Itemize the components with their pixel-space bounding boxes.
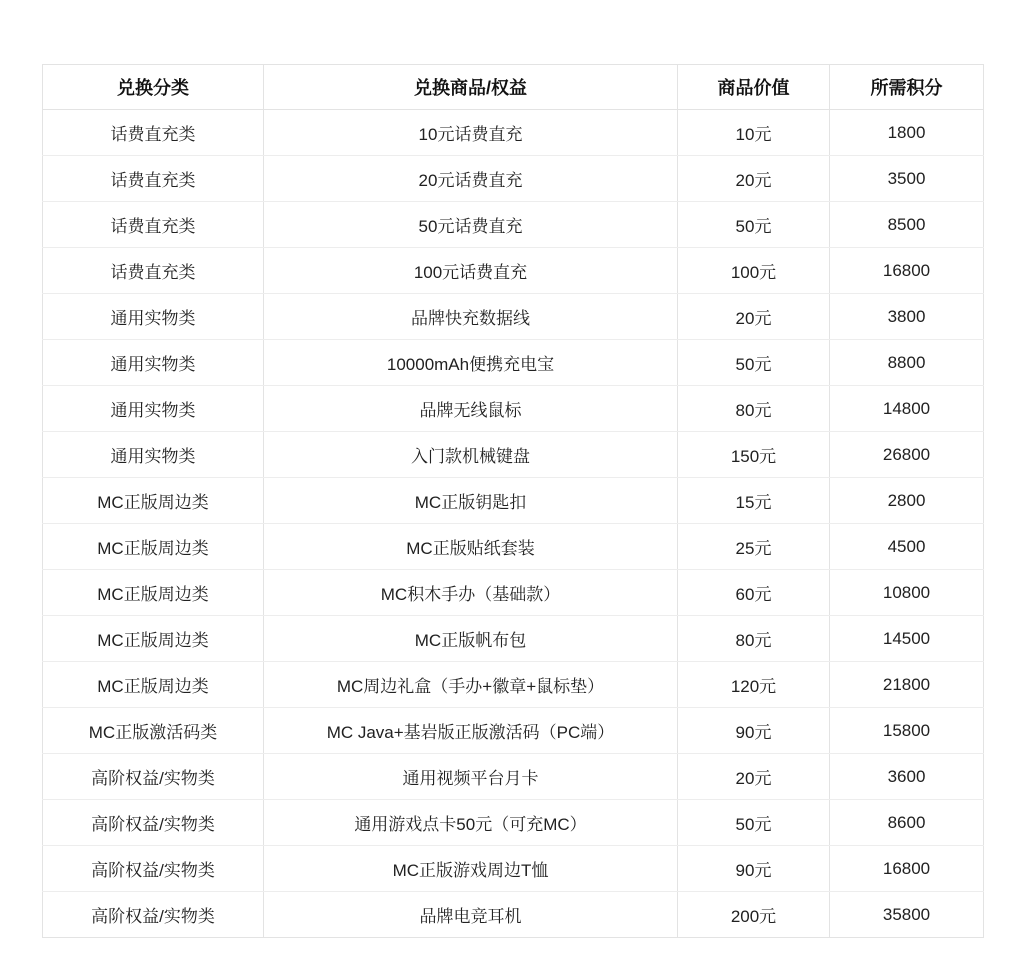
cell-product: MC正版贴纸套装: [264, 524, 678, 570]
cell-value: 20元: [678, 156, 830, 202]
table-row: [43, 892, 984, 938]
cell-category: MC正版周边类: [43, 524, 264, 570]
table-row: [43, 202, 984, 248]
table-row: [43, 754, 984, 800]
cell-category: 高阶权益/实物类: [43, 754, 264, 800]
cell-value: 20元: [678, 754, 830, 800]
cell-category: 高阶权益/实物类: [43, 800, 264, 846]
cell-category: 通用实物类: [43, 432, 264, 478]
table-row: [43, 432, 984, 478]
cell-product: MC积木手办（基础款）: [264, 570, 678, 616]
table-body: [43, 110, 984, 938]
cell-points: 2800: [830, 478, 984, 524]
cell-product: 10000mAh便携充电宝: [264, 340, 678, 386]
cell-value: 50元: [678, 800, 830, 846]
table-header-row: [43, 65, 984, 110]
cell-product: 品牌快充数据线: [264, 294, 678, 340]
table-row: [43, 708, 984, 754]
cell-category: 通用实物类: [43, 340, 264, 386]
cell-points: 8800: [830, 340, 984, 386]
table-row: [43, 110, 984, 156]
cell-points: 15800: [830, 708, 984, 754]
cell-category: MC正版周边类: [43, 570, 264, 616]
cell-points: 35800: [830, 892, 984, 938]
cell-value: 20元: [678, 294, 830, 340]
cell-product: MC周边礼盒（手办+徽章+鼠标垫）: [264, 662, 678, 708]
cell-product: 20元话费直充: [264, 156, 678, 202]
cell-product: 50元话费直充: [264, 202, 678, 248]
cell-category: MC正版周边类: [43, 478, 264, 524]
cell-points: 26800: [830, 432, 984, 478]
cell-product: MC正版游戏周边T恤: [264, 846, 678, 892]
cell-category: MC正版周边类: [43, 616, 264, 662]
cell-category: 高阶权益/实物类: [43, 846, 264, 892]
cell-points: 10800: [830, 570, 984, 616]
cell-value: 50元: [678, 202, 830, 248]
table-row: [43, 386, 984, 432]
table-row: [43, 616, 984, 662]
cell-category: MC正版周边类: [43, 662, 264, 708]
cell-points: 1800: [830, 110, 984, 156]
cell-product: 100元话费直充: [264, 248, 678, 294]
cell-value: 120元: [678, 662, 830, 708]
cell-category: 话费直充类: [43, 110, 264, 156]
cell-value: 200元: [678, 892, 830, 938]
cell-value: 60元: [678, 570, 830, 616]
table-row: [43, 524, 984, 570]
cell-value: 90元: [678, 708, 830, 754]
header-exchange-category: 兑换分类: [43, 65, 264, 110]
cell-product: MC正版钥匙扣: [264, 478, 678, 524]
cell-points: 3800: [830, 294, 984, 340]
cell-product: 通用视频平台月卡: [264, 754, 678, 800]
cell-category: MC正版激活码类: [43, 708, 264, 754]
cell-product: 通用游戏点卡50元（可充MC）: [264, 800, 678, 846]
cell-value: 80元: [678, 616, 830, 662]
table-row: [43, 340, 984, 386]
cell-product: 入门款机械键盘: [264, 432, 678, 478]
cell-value: 15元: [678, 478, 830, 524]
cell-points: 8600: [830, 800, 984, 846]
table-row: [43, 662, 984, 708]
cell-points: 8500: [830, 202, 984, 248]
cell-product: 10元话费直充: [264, 110, 678, 156]
cell-value: 90元: [678, 846, 830, 892]
table-row: [43, 294, 984, 340]
cell-points: 21800: [830, 662, 984, 708]
cell-category: 话费直充类: [43, 248, 264, 294]
cell-category: 话费直充类: [43, 156, 264, 202]
table-row: [43, 156, 984, 202]
table-row: [43, 846, 984, 892]
cell-category: 通用实物类: [43, 294, 264, 340]
cell-product: MC正版帆布包: [264, 616, 678, 662]
header-exchange-product: 兑换商品/权益: [264, 65, 678, 110]
cell-value: 50元: [678, 340, 830, 386]
cell-value: 150元: [678, 432, 830, 478]
cell-category: 话费直充类: [43, 202, 264, 248]
cell-category: 高阶权益/实物类: [43, 892, 264, 938]
table-row: [43, 248, 984, 294]
cell-product: 品牌无线鼠标: [264, 386, 678, 432]
cell-points: 3500: [830, 156, 984, 202]
points-exchange-table: [42, 64, 984, 938]
cell-points: 16800: [830, 846, 984, 892]
table-row: [43, 800, 984, 846]
table-row: [43, 478, 984, 524]
cell-category: 通用实物类: [43, 386, 264, 432]
cell-product: MC Java+基岩版正版激活码（PC端）: [264, 708, 678, 754]
header-product-value: 商品价值: [678, 65, 830, 110]
cell-points: 14800: [830, 386, 984, 432]
cell-points: 3600: [830, 754, 984, 800]
cell-points: 14500: [830, 616, 984, 662]
cell-product: 品牌电竞耳机: [264, 892, 678, 938]
points-exchange-table-container: [42, 64, 983, 938]
cell-value: 100元: [678, 248, 830, 294]
cell-value: 80元: [678, 386, 830, 432]
table-row: [43, 570, 984, 616]
header-required-points: 所需积分: [830, 65, 984, 110]
cell-points: 16800: [830, 248, 984, 294]
cell-value: 25元: [678, 524, 830, 570]
cell-value: 10元: [678, 110, 830, 156]
cell-points: 4500: [830, 524, 984, 570]
